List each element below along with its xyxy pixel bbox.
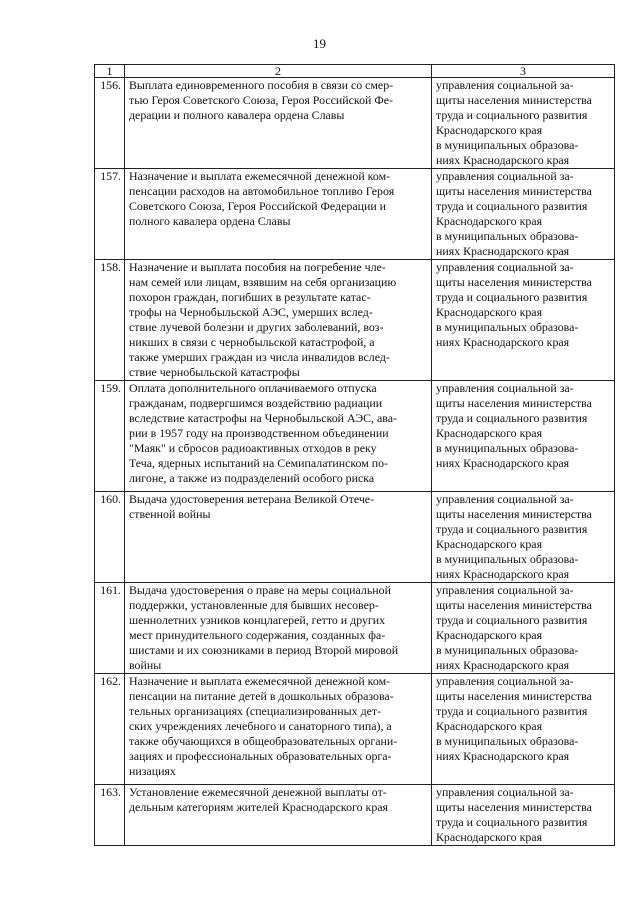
authority-line: Краснодарского края [436,214,543,228]
authority-line: щиты населения министерства [436,93,592,107]
service-line: низациях [129,764,176,778]
row-number: 157. [95,169,125,260]
row-number: 158. [95,260,125,381]
authority-line: щиты населения министерства [436,689,592,703]
row-number: 160. [95,492,125,583]
page-number: 19 [313,36,326,51]
table-row [95,674,615,785]
authority-line: ниях Краснодарского края [436,335,570,349]
service-line: пенсации на питание детей в дошкольных образова- [129,689,394,703]
responsible-authority [432,78,615,169]
authority-line: щиты населения министерства [436,184,592,198]
column-header-2: 2 [125,65,432,78]
authority-line: ниях Краснодарского края [436,749,570,763]
responsible-authority [432,492,615,583]
authority-line: управления социальной за- [436,169,574,183]
authority-line: управления социальной за- [436,785,574,799]
authority-line: в муниципальных образова- [436,138,579,152]
row-number: 163. [95,785,125,846]
authority-line: щиты населения министерства [436,396,592,410]
service-line: Выдача удостоверения ветерана Великой Отече- [129,492,375,506]
service-line: Назначение и выплата ежемесячной денежной ком- [129,169,391,183]
service-line: войны [129,658,162,672]
authority-line: Краснодарского края [436,123,543,137]
authority-line: управления социальной за- [436,674,574,688]
service-line: полного кавалера ордена Славы [129,214,291,228]
service-line: тельных организациях (специализированных дет- [129,704,382,718]
service-line: рии в 1957 году на производственном объединении [129,426,389,440]
service-line: ствие лучевой болезни и других заболеваний, воз- [129,320,384,334]
responsible-authority [432,260,615,381]
service-line: дельным категориям жителей Краснодарского края [129,800,389,814]
authority-line: в муниципальных образова- [436,441,579,455]
authority-line: Краснодарского края [436,426,543,440]
authority-line: в муниципальных образова- [436,643,579,657]
authority-line: труда и социального развития [436,411,588,425]
authority-line: труда и социального развития [436,522,588,536]
responsible-authority [432,674,615,785]
service-line: Выплата единовременного пособия в связи со смер- [129,78,394,92]
authority-line: труда и социального развития [436,704,588,718]
service-line: также обучающихся в общеобразовательных органи- [129,734,398,748]
authority-line: труда и социального развития [436,815,588,829]
authority-line: ниях Краснодарского края [436,456,570,470]
authority-line: в муниципальных образова- [436,734,579,748]
authority-line: труда и социального развития [436,199,588,213]
authority-line: Краснодарского края [436,830,543,844]
service-line: нам семей или лицам, взявшим на себя организацию [129,275,397,289]
table-row [95,169,615,260]
table-row [95,78,615,169]
service-line: "Маяк" и сбросов радиоактивных отходов в реку [129,441,377,455]
authority-line: Краснодарского края [436,628,543,642]
column-header-1: 1 [95,65,125,78]
authority-line: щиты населения министерства [436,507,592,521]
services-table [94,64,615,846]
authority-line: ниях Краснодарского края [436,658,570,672]
service-line: ственной войны [129,507,211,521]
authority-line: ниях Краснодарского края [436,244,570,258]
authority-line: управления социальной за- [436,260,574,274]
authority-line: щиты населения министерства [436,598,592,612]
responsible-authority [432,583,615,674]
service-line: поддержки, установленные для бывших несовер- [129,598,379,612]
service-description [125,260,432,381]
authority-line: Краснодарского края [436,719,543,733]
table-row [95,785,615,846]
service-line: также умерших граждан из числа инвалидов вслед- [129,350,390,364]
service-line: пенсации расходов на автомобильное топливо Героя [129,184,395,198]
service-description [125,492,432,583]
responsible-authority [432,169,615,260]
table-row [95,381,615,492]
row-number: 162. [95,674,125,785]
service-description [125,78,432,169]
service-line: ствие чернобыльской катастрофы [129,365,300,379]
service-line: дерации и полного кавалера ордена Славы [129,108,345,122]
service-description [125,785,432,846]
row-number: 156. [95,78,125,169]
authority-line: ниях Краснодарского края [436,567,570,581]
authority-line: щиты населения министерства [436,275,592,289]
authority-line: управления социальной за- [436,492,574,506]
service-description [125,674,432,785]
service-line: мест принудительного содержания, созданных фа- [129,628,386,642]
table-row [95,260,615,381]
authority-line: Краснодарского края [436,537,543,551]
row-number: 161. [95,583,125,674]
service-description [125,381,432,492]
authority-line: ниях Краснодарского края [436,153,570,167]
authority-line: в муниципальных образова- [436,552,579,566]
service-line: шеннолетних узников концлагерей, гетто и других [129,613,386,627]
service-line: вследствие катастрофы на Чернобыльской АЭС, ава- [129,411,397,425]
service-line: Установление ежемесячной денежной выплаты от- [129,785,387,799]
service-line: ских учреждениях лечебного и санаторного типа), а [129,719,392,733]
service-line: Оплата дополнительного оплачиваемого отпуска [129,381,377,395]
authority-line: труда и социального развития [436,613,588,627]
row-number: 159. [95,381,125,492]
service-line: Теча, ядерных испытаний на Семипалатинском по- [129,456,389,470]
responsible-authority [432,381,615,492]
authority-line: в муниципальных образова- [436,229,579,243]
responsible-authority [432,785,615,846]
service-line: шистами и их союзниками в период Второй мировой [129,643,399,657]
table-row [95,492,615,583]
service-line: Советского Союза, Героя Российской Федерации и [129,199,387,213]
column-header-3: 3 [432,65,615,78]
table-header-row [95,65,615,78]
service-description [125,583,432,674]
authority-line: щиты населения министерства [436,800,592,814]
service-line: похорон граждан, погибших в результате катас- [129,290,371,304]
authority-line: управления социальной за- [436,381,574,395]
service-line: зациях и профессиональных образовательных орга- [129,749,392,763]
service-line: Назначение и выплата пособия на погребение чле- [129,260,386,274]
authority-line: труда и социального развития [436,108,588,122]
authority-line: управления социальной за- [436,583,574,597]
authority-line: труда и социального развития [436,290,588,304]
service-line: Выдача удостоверения о праве на меры социальной [129,583,391,597]
service-line: гражданам, подвергшимся воздействию радиации [129,396,383,410]
authority-line: Краснодарского края [436,305,543,319]
service-line: трофы на Чернобыльской АЭС, умерших вслед- [129,305,373,319]
service-line: никших в связи с чернобыльской катастрофой, а [129,335,375,349]
table-row [95,583,615,674]
service-line: Назначение и выплата ежемесячной денежной ком- [129,674,391,688]
service-description [125,169,432,260]
authority-line: в муниципальных образова- [436,320,579,334]
service-line: лигоне, а также из подразделений особого риска [129,471,375,485]
authority-line: управления социальной за- [436,78,574,92]
service-line: тью Героя Советского Союза, Героя Российской Фе- [129,93,393,107]
